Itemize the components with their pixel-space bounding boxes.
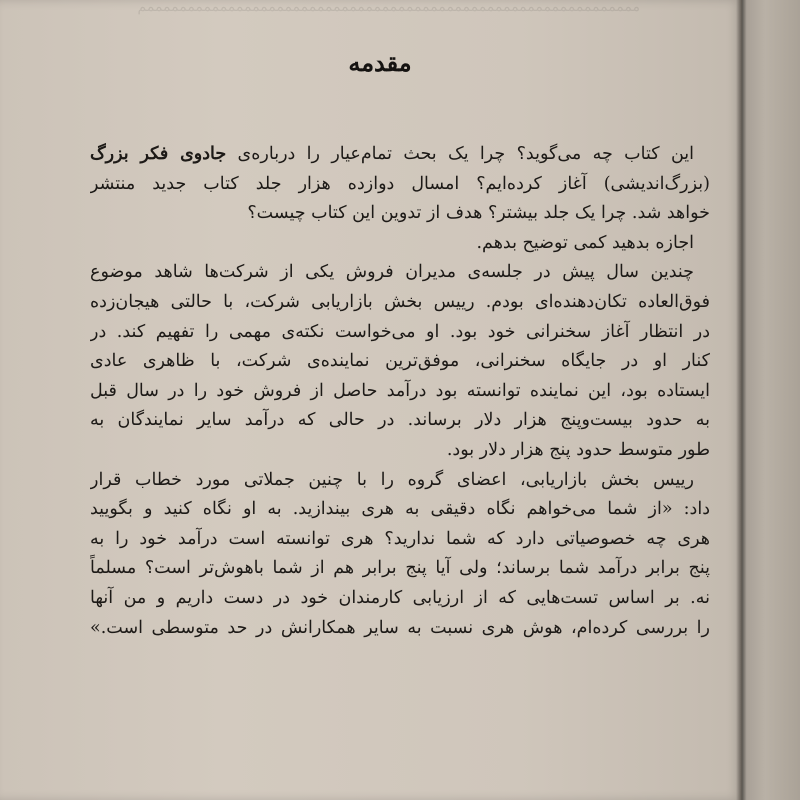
line-text: این کتاب چه می‌گوید؟ چرا یک بحث تمام‌عیار را درباره‌ی xyxy=(237,144,694,164)
text-line xyxy=(90,199,710,229)
line-text: (بزرگ‌اندیشی) آغاز کرده‌ایم؟ امسال دوازده هزار جلد کتاب جدید منتشر xyxy=(90,173,710,194)
text-line xyxy=(90,525,710,555)
text-line xyxy=(90,436,710,466)
text-line xyxy=(90,495,710,525)
line-text: طور متوسط حدود پنج هزار دلار بود. xyxy=(446,439,710,460)
text-line xyxy=(90,258,710,288)
line-text: ایستاده بود، این نماینده توانسته بود درآمد حاصل از فروش خود را در سال قبل xyxy=(90,380,710,401)
line-text: رییس بخش بازاریابی، اعضای گروه را با چنین جملاتی مورد خطاب قرار xyxy=(90,469,694,490)
text-line xyxy=(90,584,710,614)
next-page-edge xyxy=(742,0,800,800)
text-line xyxy=(90,170,710,200)
text-line xyxy=(90,229,710,259)
line-text: به حدود بیست‌وپنج هزار دلار برساند. در حالی که درآمد سایر نمایندگان به xyxy=(90,410,710,431)
text-line xyxy=(90,466,710,496)
body-text xyxy=(90,140,710,643)
line-text: پنج برابر درآمد شما برساند؛ ولی آیا پنج برابر هم از شما باهوش‌تر است؟ مسلماً xyxy=(90,558,710,579)
text-line xyxy=(90,406,710,436)
text-line xyxy=(90,288,710,318)
chapter-title: مقدمه xyxy=(348,48,412,77)
text-line xyxy=(90,347,710,377)
line-text: داد: «از شما می‌خواهم نگاه دقیقی به هری بیندازید. به او نگاه کنید و بگویید xyxy=(90,499,710,520)
text-line xyxy=(90,377,710,407)
text-line xyxy=(90,614,710,644)
line-text: هری چه خصوصیاتی دارد که شما ندارید؟ هری توانسته است درآمد خود را به xyxy=(90,528,710,549)
bleed-through-texture: مممممممممممممممممممممممممممممممممممممممممممممممممممممممممممممم xyxy=(137,0,640,15)
line-text: چندین سال پیش در جلسه‌ی مدیران فروش یکی از شرکت‌ها شاهد موضوع xyxy=(90,262,694,283)
line-text: نه. بر اساس تست‌هایی که از ارزیابی کارمندان خود در دست داریم و من آنها xyxy=(90,587,710,608)
line-text: در انتظار آغاز سخنرانی خود بود. او می‌خواست نکته‌ی مهمی را تفهیم کند. در xyxy=(90,321,710,342)
line-text: اجازه بدهید کمی توضیح بدهم. xyxy=(476,232,694,253)
text-line xyxy=(90,318,710,348)
book-title-emphasis: جادوی فکر بزرگ xyxy=(90,144,227,164)
text-line xyxy=(90,140,710,170)
line-text: را بررسی کرده‌ام، هوش هری نسبت به سایر همکارانش در حد متوسطی است.» xyxy=(90,617,710,638)
line-text: کنار او در جایگاه سخنرانی، موفق‌ترین نماینده‌ی شرکت، با ظاهری عادی xyxy=(90,351,710,372)
text-line xyxy=(90,554,710,584)
line-text: خواهد شد. چرا یک جلد بیشتر؟ هدف از تدوین این کتاب چیست؟ xyxy=(247,203,710,224)
line-text: فوق‌العاده تکان‌دهنده‌ای بودم. رییس بخش بازاریابی شرکت، با حالتی هیجان‌زده xyxy=(90,291,710,312)
